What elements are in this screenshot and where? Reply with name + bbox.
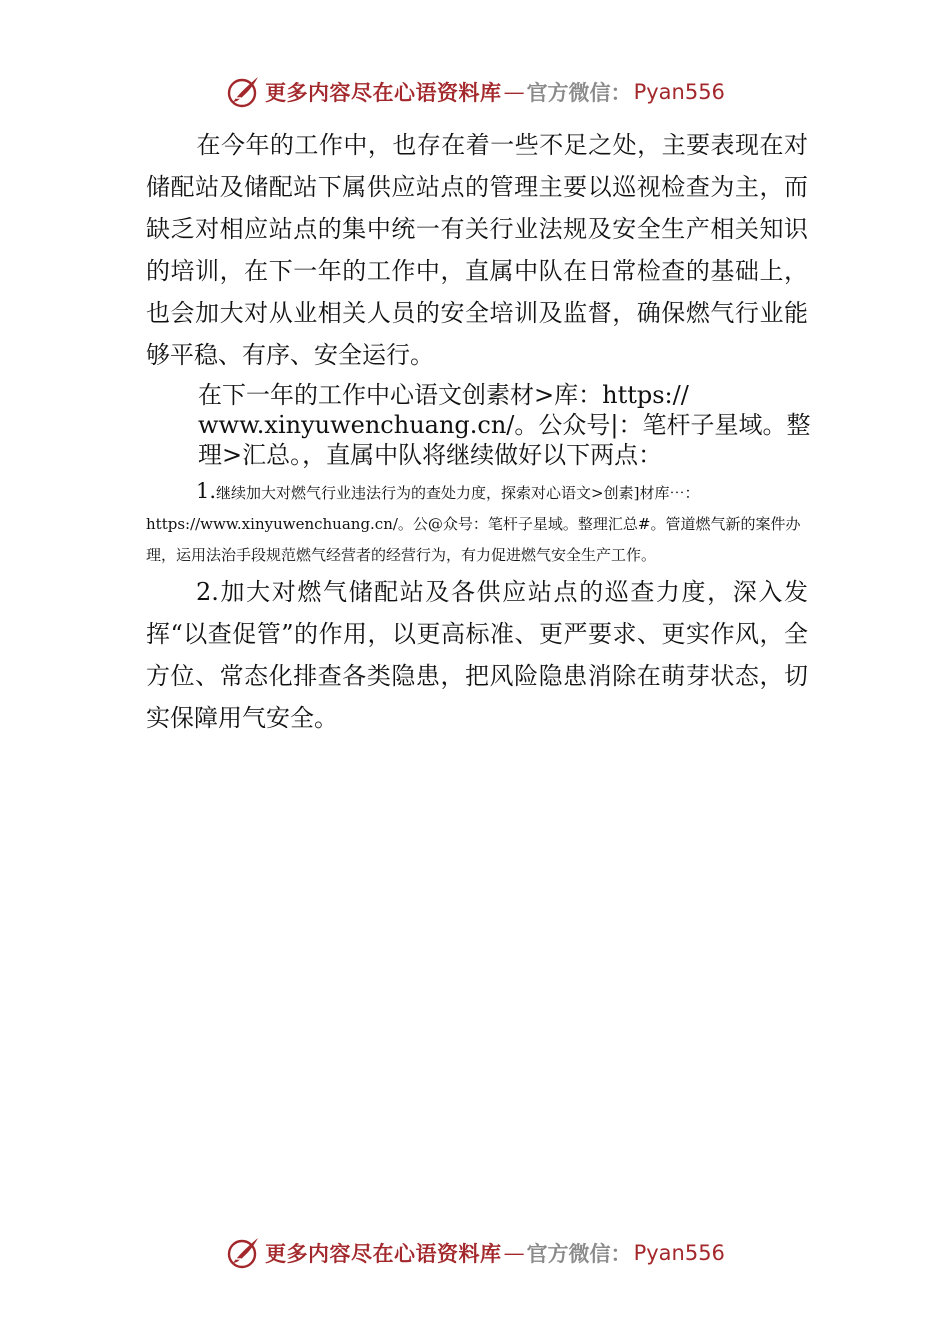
header-banner [0,72,950,112]
point-1-text: 继续加大对燃气行业违法行为的查处力度，探索对心语文>创素]材库⋯：https://www.xinyuwenchuang.cn/。公@众号：笔杆子星域。整理汇总#。管道燃气新的案件办理，运用法治手段规范燃气经营者的经营行为，有力促进燃气安全生产工作。 [146,484,801,564]
paragraph-shortcomings-text: 在今年的工作中，也存在着一些不足之处，主要表现在对储配站及储配站下属供应站点的管理主要以巡视检查为主，而缺乏对相应站点的集中统一有关行业法规及安全生产相关知识的培训，在下一年的工作中，直属中队在日常检查的基础上，也会加大对从业相关人员的安全培训及监督，确保燃气行业能够平稳、有序、安全运行。 [146,131,808,369]
footer-banner [0,1233,950,1273]
banner-wechat-account: Pyan556 [633,1241,725,1265]
banner-wechat-label: 官方微信： [526,1241,632,1266]
banner-main-text: 更多内容尽在心语资料库 [265,1241,502,1266]
paragraph-point-1 [146,476,808,571]
banner-dash: — [503,80,525,104]
point-1-number: 1. [196,479,217,503]
paragraph-next-year: 在下一年的工作中心语文创素材>库：https:// www.xinyuwenchuang.cn/。公众号|：笔杆子星域。整理>汇总。，直属中队将继续做好以下两点： [198,381,811,469]
paragraph-shortcomings [146,124,808,376]
quill-seal-icon [225,74,261,110]
point-2-text: 2.加大对燃气储配站及各供应站点的巡查力度，深入发挥“以查促管”的作用，以更高标准、更严要求、更实作风，全方位、常态化排查各类隐患，把风险隐患消除在萌芽状态，切实保障用气安全。 [146,578,808,732]
banner-wechat-label: 官方微信： [526,80,632,105]
paragraph-point-2 [146,571,808,739]
document-body [146,124,811,739]
banner-main-text: 更多内容尽在心语资料库 [265,80,502,105]
banner-dash: — [503,1241,525,1265]
banner-wechat-account: Pyan556 [633,80,725,104]
quill-seal-icon [225,1235,261,1271]
